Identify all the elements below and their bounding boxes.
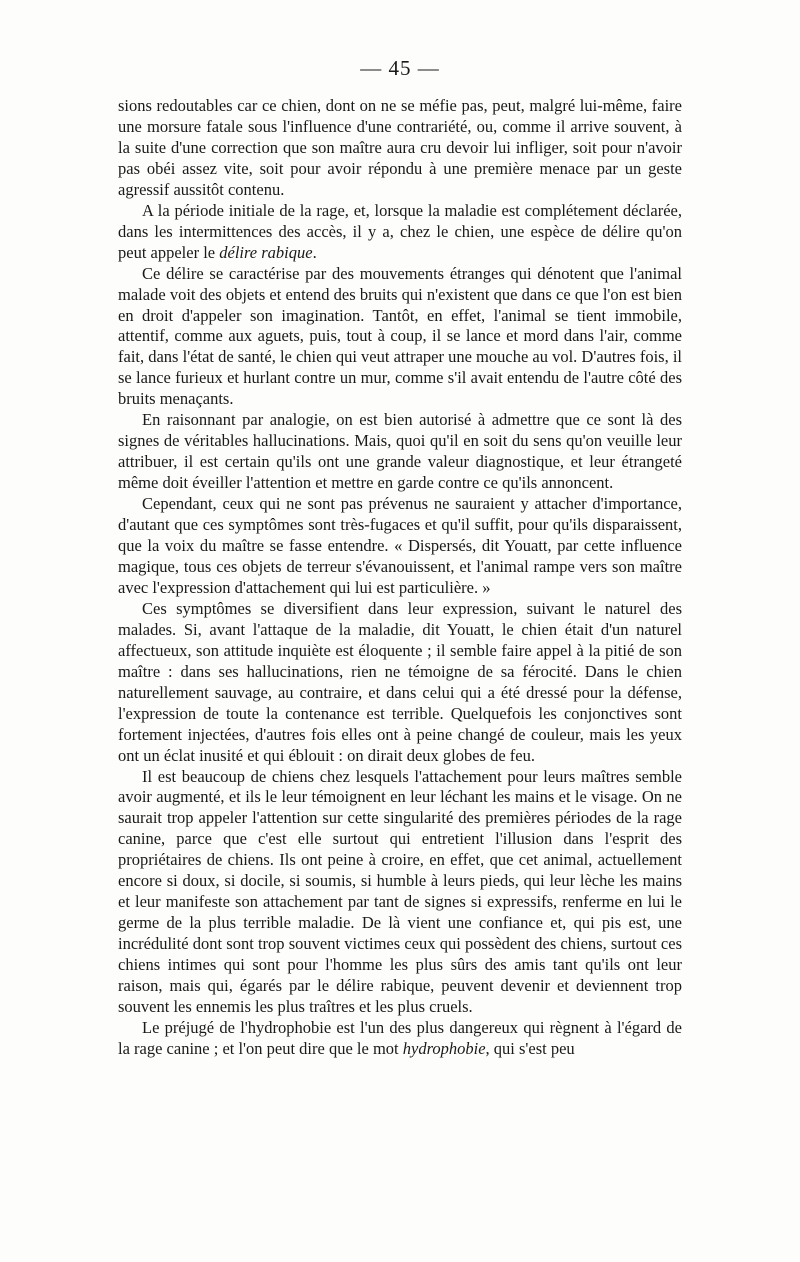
paragraph-5: Cependant, ceux qui ne sont pas prévenus ne sauraient y attacher d'importance, d'autant que ces symptômes sont très-fugaces et qu'il suffit, pour qu'ils disparaissent, que la voix du maître se fasse entendre. « Dispersés, dit Youatt, par cette influence magique, tous ces objets de terreur s'évanouissent, et l'animal rampe vers son maître avec l'expression d'attachement qui lui est particulière. »	[118, 494, 682, 597]
paragraph-8-text: Le préjugé de l'hydrophobie est l'un des plus dangereux qui règnent à l'égard de la rage canine ; et l'on peut dire que le mot	[118, 1017, 682, 1058]
paragraph-4: En raisonnant par analogie, on est bien autorisé à admettre que ce sont là des signes de véritables hallucinations. Mais, quoi qu'il en soit du sens qu'on veuille leur attribuer, il est certain qu'ils ont une grande valeur diagnostique, et leur étrangeté même doit éveiller l'attention et mettre en garde contre ce qu'ils annoncent.	[118, 410, 682, 493]
paragraph-2-text: A la période initiale de la rage, et, lorsque la maladie est complétement déclarée, dans les intermittences des accès, il y a, chez le chien, une espèce de délire qu'on peut appeler le	[118, 200, 682, 262]
paragraph-3: Ce délire se caractérise par des mouvements étranges qui dénotent que l'animal malade voit des objets et entend des bruits qui n'existent que dans ce que l'on est bien en droit d'appeler son imagination. Tantôt, en effet, l'animal se tient immobile, attentif, comme aux aguets, puis, tout à coup, il se lance et mord dans l'air, comme fait, dans l'état de santé, le chien qui veut attraper une mouche au vol. D'autres fois, il se lance furieux et hurlant contre un mur, comme s'il avait entendu de l'autre côté des bruits menaçants.	[118, 263, 683, 409]
paragraph-8-italic-term: hydrophobie	[402, 1038, 486, 1058]
page-number: — 45 —	[360, 56, 440, 80]
paragraph-8	[118, 1018, 682, 1060]
paragraph-2	[118, 201, 682, 264]
paragraph-6: Ces symptômes se diversifient dans leur expression, suivant le naturel des malades. Si, avant l'attaque de la maladie, dit Youatt, le chien était d'un naturel affectueux, son attitude inquiète est éloquente ; il semble faire appel à la pitié de son maître : dans ses hallucinations, rien ne témoigne de sa férocité. Dans le chien naturellement sauvage, au contraire, et dans celui qui a été dressé pour la défense, l'expression de toute la contenance est terrible. Quelquefois les conjonctives sont fortement injectées, d'autres fois elles ont à peine changé de couleur, mais les yeux ont un éclat inusité et qui éblouit : on dirait deux globes de feu.	[118, 598, 682, 765]
paragraph-8-end: , qui s'est peu	[485, 1038, 575, 1058]
paragraph-2-italic-term: délire rabique	[219, 242, 313, 262]
paragraph-7: Il est beaucoup de chiens chez lesquels l'attachement pour leurs maîtres semble avoir augmenté, et ils le leur témoignent en leur léchant les mains et le visage. On ne saurait trop appeler l'attention sur cette singularité des premières périodes de la rage canine, parce que c'est elle surtout qui entretient l'illusion dans l'esprit des propriétaires de chiens. Ils ont peine à croire, en effet, que cet animal, actuellement encore si doux, si docile, si soumis, si humble à leurs pieds, qui leur lèche les mains et leur manifeste son attachement par tant de signes si expressifs, renferme en lui le germe de la plus terrible maladie. De là vient une confiance et, qui pis est, une incrédulité dont sont trop souvent victimes ceux qui possèdent des chiens, surtout ces chiens intimes qui sont pour l'homme les plus sûrs des amis tant qu'ils ont leur raison, mais qui, égarés par le délire rabique, peuvent devenir et deviennent trop souvent les ennemis les plus traîtres et les plus cruels.	[118, 766, 682, 1016]
paragraph-1: sions redoutables car ce chien, dont on ne se méfie pas, peut, malgré lui-même, faire une morsure fatale sous l'influence d'une contrariété, ou, comme il arrive souvent, à la suite d'une correction que son maître aura cru devoir lui infliger, soit pour n'avoir pas obéi assez vite, soit pour avoir répondu à une première menace par un geste agressif aussitôt contenu.	[118, 96, 682, 199]
body-text	[118, 96, 682, 1060]
paragraph-2-end: .	[312, 242, 317, 262]
